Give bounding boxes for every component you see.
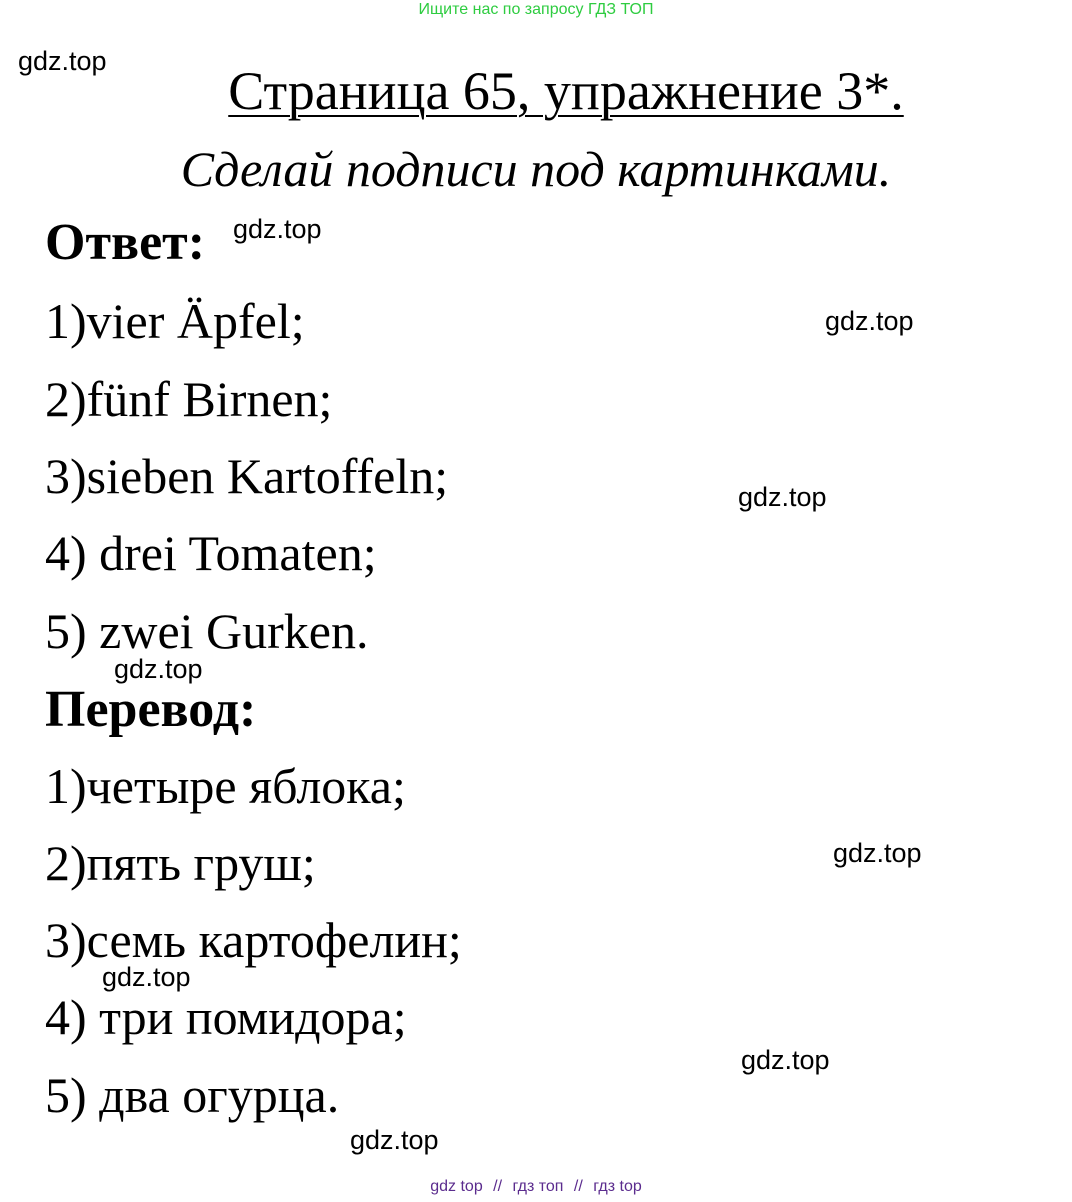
watermark: gdz.top: [18, 46, 107, 76]
watermark: gdz.top: [741, 1045, 830, 1075]
translation-item-3: 3)семь картофелин;: [45, 912, 462, 968]
watermark: gdz.top: [833, 838, 922, 868]
watermark: gdz.top: [233, 214, 322, 244]
footer-link-gdz-top[interactable]: gdz top: [430, 1178, 483, 1195]
answer-item-1: 1)vier Äpfel;: [45, 293, 305, 349]
watermark: gdz.top: [102, 962, 191, 992]
watermark: gdz.top: [825, 306, 914, 336]
page-title: Страница 65, упражнение 3*.: [228, 61, 904, 121]
footer-separator: //: [493, 1178, 503, 1195]
exercise-instruction: Сделай подписи под картинками.: [180, 141, 892, 197]
watermark: gdz.top: [350, 1125, 439, 1155]
answer-item-4: 4) drei Tomaten;: [45, 525, 377, 581]
translation-item-5: 5) два огурца.: [45, 1067, 340, 1123]
translation-item-1: 1)четыре яблока;: [45, 758, 406, 814]
search-banner: Ищите нас по запросу ГДЗ ТОП: [418, 1, 654, 18]
footer-link-gdz-top-mixed[interactable]: гдз top: [593, 1178, 642, 1195]
answer-item-2: 2)fünf Birnen;: [45, 371, 333, 427]
translation-item-4: 4) три помидора;: [45, 989, 407, 1045]
answer-heading: Ответ:: [45, 214, 206, 271]
translation-item-2: 2)пять груш;: [45, 835, 316, 891]
answer-item-5: 5) zwei Gurken.: [45, 603, 369, 659]
watermark: gdz.top: [114, 654, 203, 684]
footer-separator: //: [573, 1178, 583, 1195]
translation-heading: Перевод:: [45, 681, 257, 738]
footer-link-gdz-top-ru[interactable]: гдз топ: [512, 1178, 564, 1195]
footer-links: [0, 1178, 1072, 1196]
answer-item-3: 3)sieben Kartoffeln;: [45, 448, 449, 504]
watermark: gdz.top: [738, 482, 827, 512]
